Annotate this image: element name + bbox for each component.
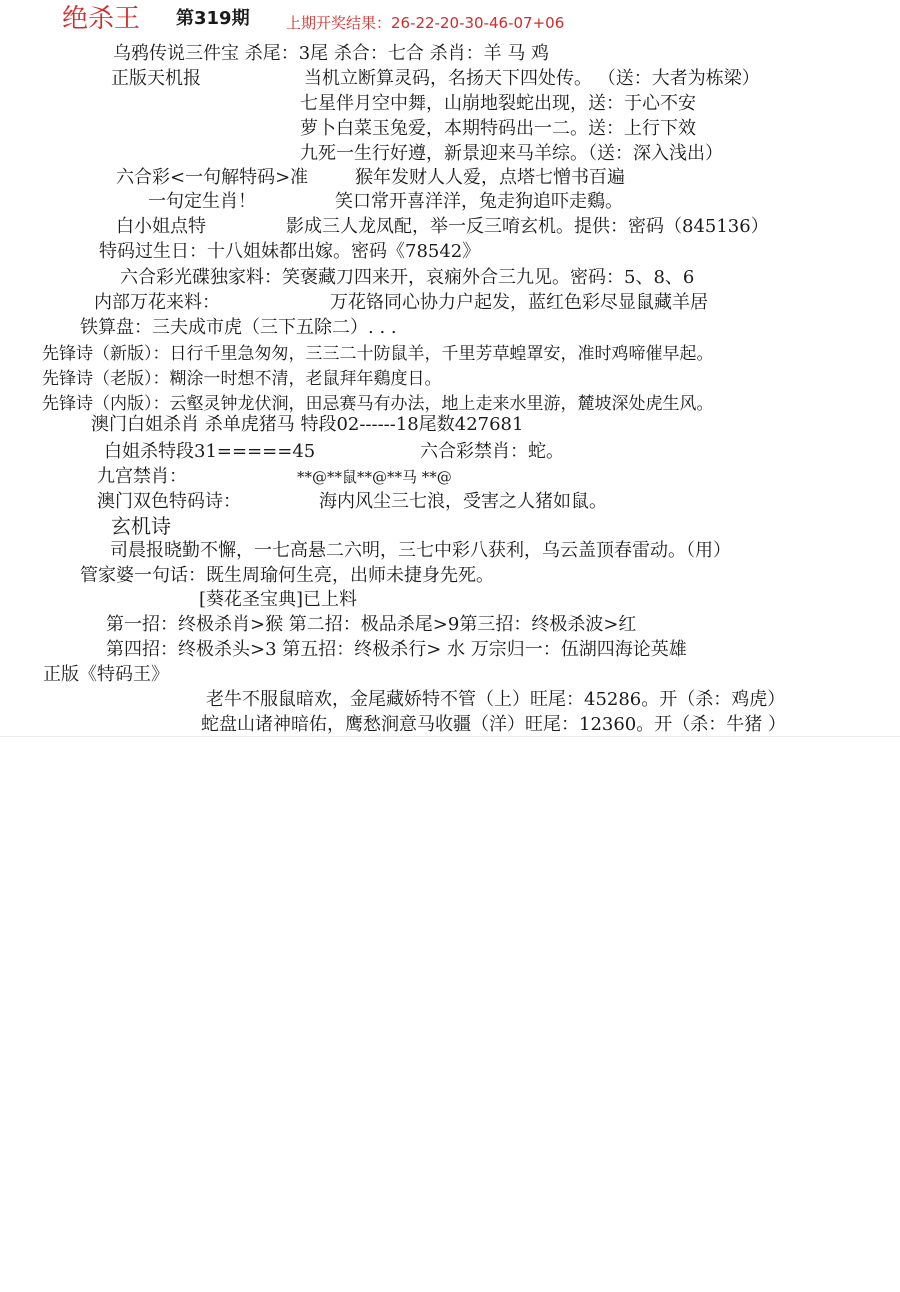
text-line-label: 正版天机报: [111, 68, 201, 89]
text-line: 老牛不服鼠暗欢，金尾藏娇特不管（上）旺尾：45286。开（杀：鸡虎）: [206, 689, 786, 710]
text-line-label: 白姐杀特段31=====45: [104, 441, 316, 462]
text-line: 九死一生行好遵，新景迎来马羊综。（送：深入浅出）: [300, 143, 723, 164]
text-line: 蛇盘山诸神暗佑，鹰愁涧意马收疆（洋）旺尾：12360。开（杀：牛猪 ）: [201, 714, 786, 735]
text-line: 管家婆一句话：既生周瑜何生亮，出师未捷身先死。: [80, 565, 494, 586]
text-line: 万花铬同心协力户起发，蓝红色彩尽显鼠藏羊居: [330, 292, 708, 313]
text-line: **@**鼠**@**马 **@: [297, 468, 452, 486]
text-line-label: 一句定生肖！: [148, 191, 256, 212]
text-line: 先锋诗（新版）：日行千里急匆匆，三三二十防鼠羊，千里芳草蝗罩安，准时鸡啼催早起。: [42, 344, 714, 364]
text-line: 海内风尘三七浪，受害之人猪如鼠。: [319, 491, 607, 512]
text-line: 猴年发财人人爱，点塔七憎书百遍: [355, 167, 625, 188]
text-line: 先锋诗（老版）：糊涂一时想不清，老鼠拜年鷄度日。: [42, 369, 442, 389]
text-line: 乌鸦传说三件宝 杀尾：3尾 杀合：七合 杀肖：羊 马 鸡: [113, 43, 550, 64]
last-draw-result: 上期开奖结果：26-22-20-30-46-07+06: [286, 14, 565, 32]
issue-number: 第319期: [176, 8, 250, 29]
text-line-label: 内部万花来料：: [94, 292, 220, 313]
text-line: 澳门白姐杀肖 杀单虎猪马 特段02------18尾数427681: [91, 414, 524, 435]
scan-edge-divider: [0, 736, 900, 737]
text-line: 先锋诗（内版）：云壑灵钟龙伏涧，田忌赛马有办法，地上走来水里游，麓坡深处虎生风。: [42, 394, 714, 414]
text-line-label: 白小姐点特: [116, 216, 206, 237]
text-line: 七星伴月空中舞，山崩地裂蛇出现，送：于心不安: [300, 93, 696, 114]
text-line-label: 澳门双色特码诗：: [97, 491, 241, 512]
text-line: 第四招：终极杀头>3 第五招：终极杀行> 水 万宗归一：伍湖四海论英雄: [106, 639, 687, 660]
text-line-label: 六合彩<一句解特码>准: [116, 167, 309, 188]
text-line: 当机立断算灵码，名扬天下四处传。 （送：大者为栋梁）: [304, 68, 760, 89]
section-heading: 正版《特码王》: [43, 664, 169, 685]
text-line: 六合彩光碟独家料：笑褒藏刀四来开，哀痫外合三九见。密码：5、8、6: [120, 267, 695, 288]
text-line: 笑口常开喜洋洋，兔走狗追吓走鷄。: [335, 191, 623, 212]
text-line: 特码过生日：十八姐妹都出嫁。密码《78542》: [99, 241, 481, 262]
section-heading: [葵花圣宝典]已上料: [199, 589, 358, 610]
page-title: 绝杀王: [62, 4, 141, 34]
text-line: 萝卜白菜玉兔爱，本期特码出一二。送：上行下效: [300, 118, 696, 139]
text-line: 司晨报晓勤不懈，一七高悬二六明，三七中彩八获利，乌云盖顶春雷动。（用）: [110, 540, 731, 561]
text-line: 第一招：终极杀肖>猴 第二招：极品杀尾>9第三招：终极杀波>红: [106, 614, 637, 635]
text-line: 铁算盘：三夫成市虎（三下五除二）. . .: [80, 317, 397, 338]
text-line-label: 九宫禁肖：: [97, 466, 187, 487]
text-line: 六合彩禁肖：蛇。: [420, 441, 564, 462]
section-heading: 玄机诗: [111, 514, 171, 538]
text-line: 影成三人龙凤配，举一反三唷玄机。提供：密码（845136）: [286, 216, 769, 237]
